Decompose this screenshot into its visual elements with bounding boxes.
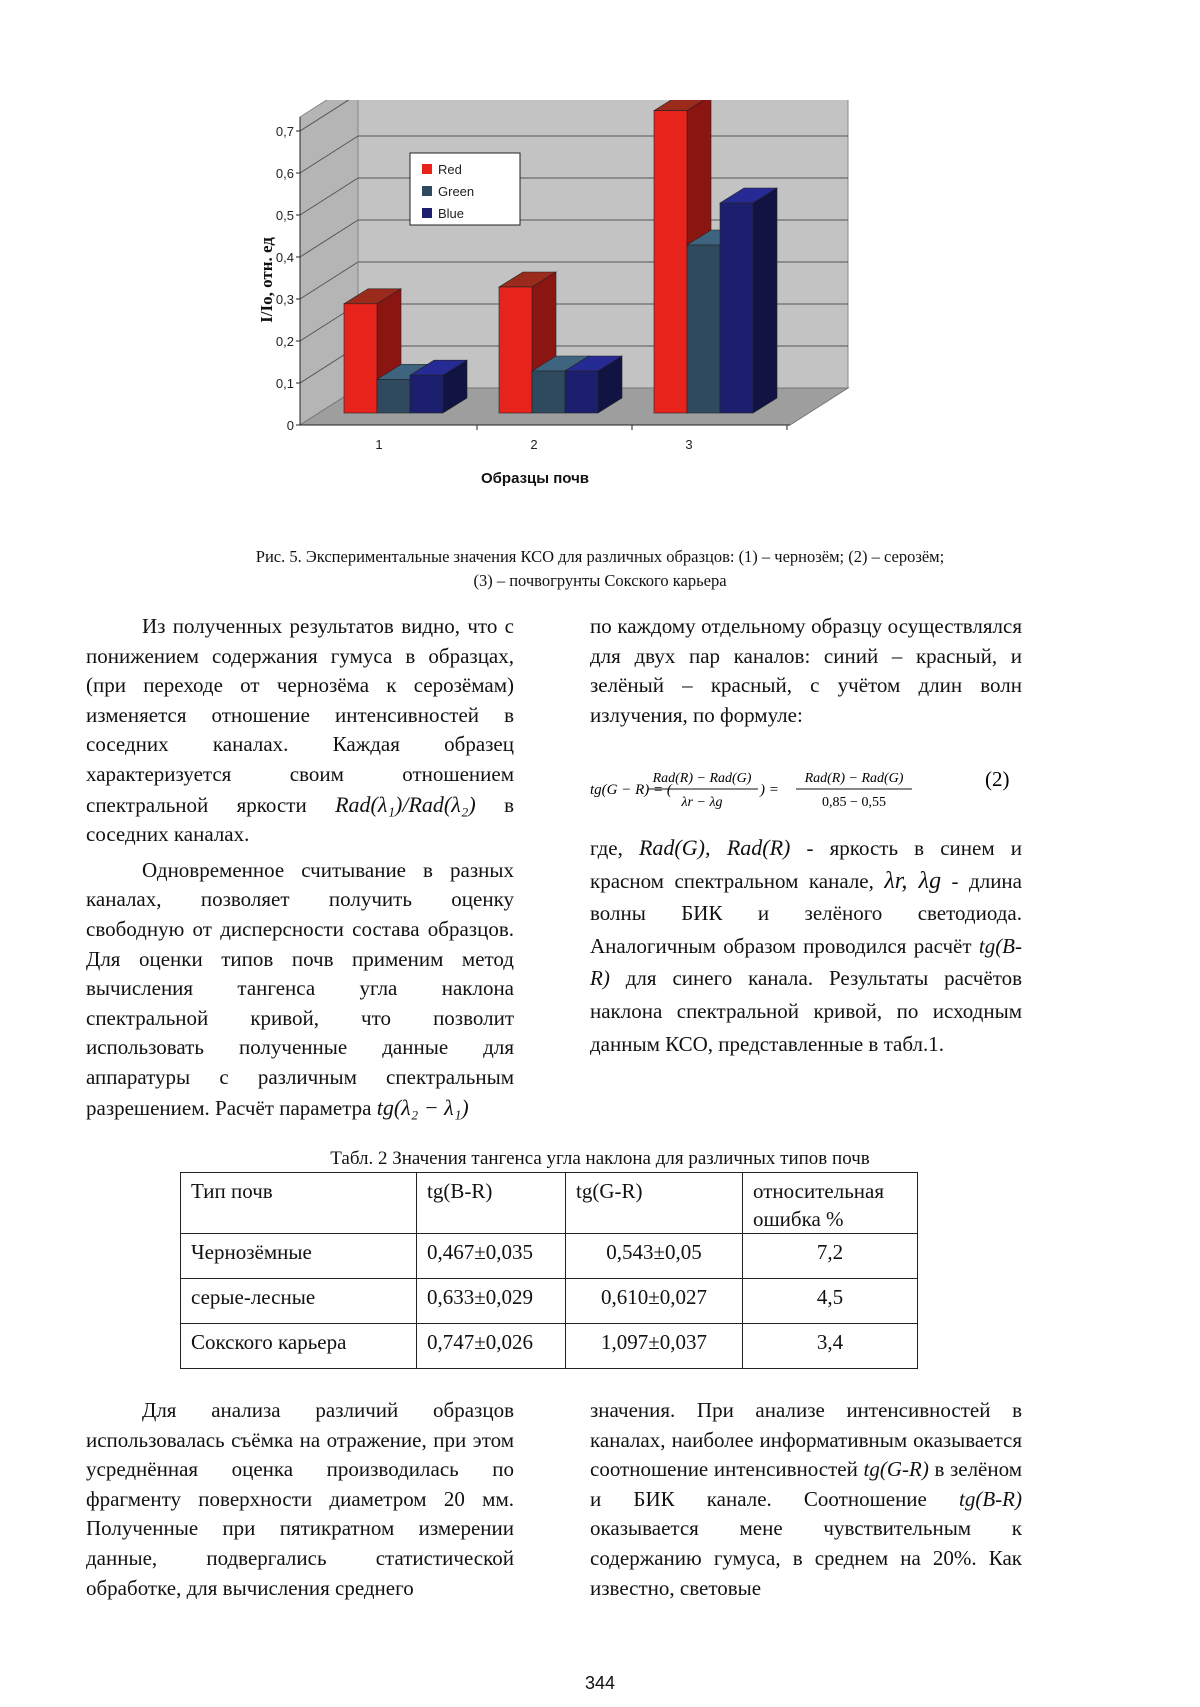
bar-front xyxy=(654,111,687,413)
bar-front xyxy=(377,379,410,413)
paragraph-text: - яркость в синем и красном спектральном канале, xyxy=(590,836,1023,893)
table-cell: 1,097±0,037 xyxy=(566,1324,743,1369)
math-expression: tg(G-R) xyxy=(863,1457,929,1482)
x-tick-label: 2 xyxy=(530,437,538,452)
math-expression: Rad(λ₁)/Rad(λ₂) xyxy=(335,791,476,817)
formula-mid: ) = xyxy=(760,782,779,798)
table-cell: 0,747±0,026 xyxy=(417,1324,566,1369)
bar-chart xyxy=(250,100,940,520)
table-header-cell: Тип почв xyxy=(181,1173,417,1234)
legend-swatch-blue xyxy=(422,208,432,218)
paragraph xyxy=(86,612,514,850)
table-header-cell: tg(G-R) xyxy=(566,1173,743,1234)
paragraph-text: где, xyxy=(590,836,623,860)
y-tick-label: 0,1 xyxy=(275,376,294,391)
page-number: 344 xyxy=(584,1673,616,1693)
paragraph-text: Из полученных результатов видно, что с понижением содержания гумуса в образцах, (при переходе от чернозёма к серозёмам) изменяется отношение интенсивностей в соседних каналах. Каждая образец характеризуется своим отношением спектральной яркости xyxy=(86,614,514,817)
table-cell: 0,633±0,029 xyxy=(417,1279,566,1324)
legend-label-red: Red xyxy=(438,162,462,177)
bar-front xyxy=(344,304,377,413)
bar-front xyxy=(499,287,532,413)
math-expression: λr, λg xyxy=(884,867,942,894)
formula-lhs: tg(G − R) = ( xyxy=(590,782,672,798)
right-column-lower xyxy=(590,1396,1022,1603)
legend-label-green: Green xyxy=(438,184,475,199)
table-cell: серые-лесные xyxy=(181,1279,417,1324)
right-column-upper xyxy=(590,612,1022,730)
table-cell: 0,543±0,05 xyxy=(566,1234,743,1279)
y-tick-label: 0,3 xyxy=(275,292,294,307)
bar-front xyxy=(687,245,720,413)
x-tick-label: 3 xyxy=(685,437,693,452)
data-table xyxy=(180,1172,918,1369)
bar-side xyxy=(753,188,777,413)
table-cell: 0,467±0,035 xyxy=(417,1234,566,1279)
bar-blue-3 xyxy=(720,188,777,413)
y-tick-label: 0,6 xyxy=(275,166,294,181)
table-cell: Чернозёмные xyxy=(181,1234,417,1279)
table-cell: 0,610±0,027 xyxy=(566,1279,743,1324)
formula-number: (2) xyxy=(985,767,1010,791)
paragraph-text: оказывается мене чувствительным к содержанию гумуса, в среднем на 20%. Как известно, световые xyxy=(590,1516,1022,1600)
left-column-upper xyxy=(86,612,514,1123)
formula-denominator-2: 0,85 − 0,55 xyxy=(822,795,886,810)
math-expression: tg(B-R) xyxy=(590,933,1023,991)
bar-front xyxy=(720,203,753,413)
figure-caption-line2: (3) – почвогрунты Сокского карьера xyxy=(473,571,727,590)
y-axis-title: I/Io, отн. ед xyxy=(257,237,276,323)
paragraph: по каждому отдельному образцу осуществлялся для двух пар каналов: синий – красный, и зелёный – красный, с учётом длин волн излучения, по формуле: xyxy=(590,614,1022,727)
formula-denominator-1: λr − λg xyxy=(681,795,723,810)
x-axis-title: Образцы почв xyxy=(480,470,590,487)
paragraph-text: значения. При анализе интенсивностей в каналах, наиболее информативным оказывается соотношение интенсивностей xyxy=(590,1398,1022,1482)
paragraph xyxy=(590,832,1022,1060)
math-expression: tg(λ₂ − λ₁) xyxy=(376,1094,469,1120)
legend-swatch-red xyxy=(422,164,432,174)
table-header-cell: относительная ошибка % xyxy=(743,1173,918,1234)
formula-numerator-1: Rad(R) − Rad(G) xyxy=(652,771,752,786)
formula-2 xyxy=(590,758,1010,818)
paragraph xyxy=(86,856,514,1123)
paragraph-text: Одновременное считывание в разных каналах, позволяет получить оценку свободную от дисперсности состава образцов. Для оценки типов почв применим метод вычисления тангенса угла наклона спектральной кривой, что позволит использовать полученные данные для аппаратуры с различным спектральным разрешением. Расчёт параметра xyxy=(86,857,514,1120)
table-header-cell: tg(B-R) xyxy=(417,1173,566,1234)
table-row xyxy=(181,1279,918,1324)
legend-swatch-green xyxy=(422,186,432,196)
table-cell: 3,4 xyxy=(743,1324,918,1369)
table-row xyxy=(181,1324,918,1369)
table-cell: 4,5 xyxy=(743,1279,918,1324)
paragraph xyxy=(590,1396,1022,1603)
table-header-row xyxy=(181,1173,918,1234)
paragraph-text: в соседних каналах. xyxy=(86,792,514,847)
figure-caption-line1: Рис. 5. Экспериментальные значения КСО для различных образцов: (1) – чернозём; (2) – серозём; xyxy=(255,547,945,566)
right-column-lower-text xyxy=(590,832,1022,1060)
y-tick-label: 0 xyxy=(286,418,294,433)
paragraph-text: для синего канала. Результаты расчётов наклона спектральной кривой, по исходным данным КСО, представленные в табл.1. xyxy=(590,966,1023,1056)
x-tick-label: 1 xyxy=(375,437,383,452)
table-cell: 7,2 xyxy=(743,1234,918,1279)
bar-front xyxy=(565,371,598,413)
y-tick-label: 0,4 xyxy=(275,250,294,265)
math-expression: tg(B-R) xyxy=(959,1486,1023,1511)
y-tick-label: 0,7 xyxy=(275,124,294,139)
formula-numerator-2: Rad(R) − Rad(G) xyxy=(804,771,904,786)
math-expression: Rad(G), Rad(R) xyxy=(638,835,791,860)
bar-front xyxy=(532,371,565,413)
bar-front xyxy=(410,375,443,413)
y-tick-label: 0,2 xyxy=(275,334,294,349)
legend-label-blue: Blue xyxy=(438,206,465,221)
left-column-lower xyxy=(86,1396,514,1603)
y-tick-label: 0,5 xyxy=(275,208,294,223)
table-row xyxy=(181,1234,918,1279)
table-cell: Сокского карьера xyxy=(181,1324,417,1369)
table-caption: Табл. 2 Значения тангенса угла наклона для различных типов почв xyxy=(330,1148,870,1169)
chart-legend xyxy=(410,153,520,225)
figure-caption xyxy=(150,545,1050,593)
paragraph: Для анализа различий образцов использовалась съёмка на отражение, при этом усреднённая оценка производилась по фрагменту поверхности диаметром 20 мм. Полученные при пятикратном измерении данные, подвергались статистической обработке, для вычисления среднего xyxy=(86,1398,514,1600)
paragraph-text: в зелёном и БИК канале. Соотношение xyxy=(590,1457,1023,1511)
paragraph-text: - длина волны БИК и зелёного светодиода. Аналогичным образом проводился расчёт xyxy=(590,868,1022,958)
